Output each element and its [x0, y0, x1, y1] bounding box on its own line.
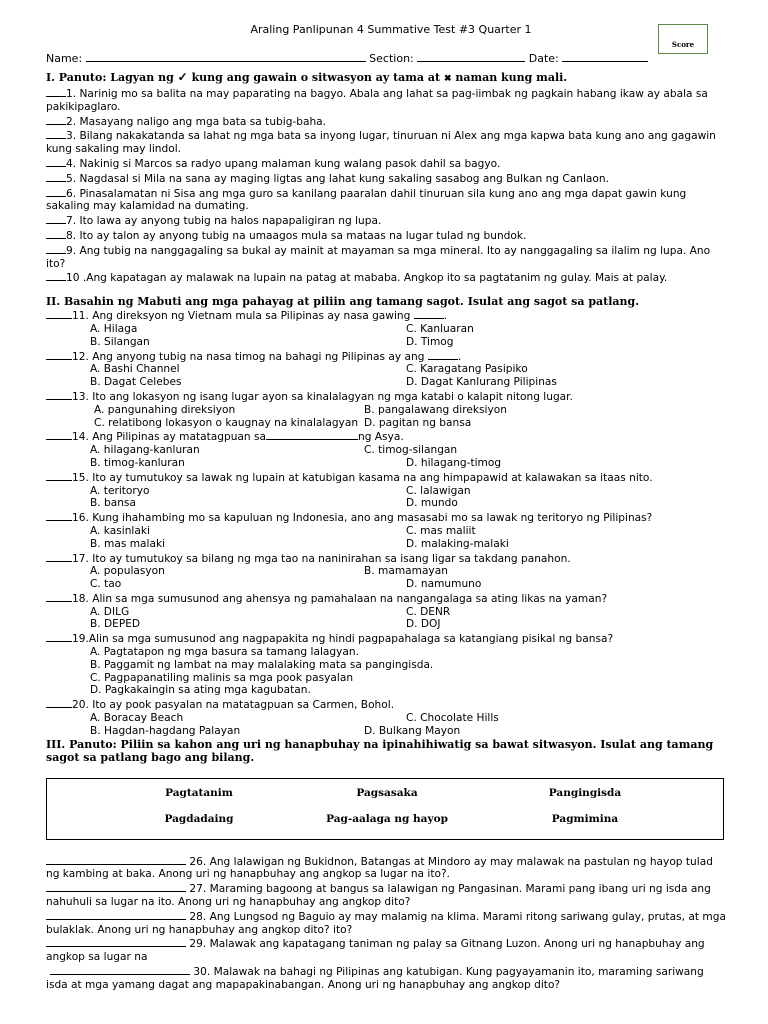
student-info-row [46, 51, 726, 65]
question-17: 17. Ito ay tumutukoy sa bilang ng mga tao na naninirahan sa isang ligar sa takdang panahon. [46, 551, 726, 566]
answer-blank[interactable] [46, 308, 72, 319]
inline-blank [428, 349, 458, 360]
answer-blank[interactable] [46, 936, 186, 947]
answer-blank[interactable] [46, 429, 72, 440]
option-c[interactable]: C. mas maliit [406, 524, 476, 537]
options-row [46, 485, 726, 498]
option-c[interactable]: C. relatibong lokasyon o kaugnay na kinalalagyan [94, 416, 359, 429]
answer-blank[interactable] [46, 631, 72, 642]
answer-blank[interactable] [46, 697, 72, 708]
answer-blank[interactable] [46, 591, 72, 602]
choice-pag-aalaga: Pag-aalaga ng hayop [326, 812, 448, 825]
date-label: Date: [528, 52, 559, 65]
part1-heading: I. Panuto: Lagyan ng ✓ kung ang gawain o sitwasyon ay tama at ✖ naman kung mali. [46, 70, 568, 84]
answer-blank[interactable] [46, 171, 66, 182]
part1-item: 1. Narinig mo sa balita na may paparating na bagyo. Abala ang lahat sa pag-iimbak ng pagkain habang ikaw ay abala sa pakikipaglaro. [46, 88, 708, 113]
answer-blank[interactable] [46, 86, 66, 97]
question-19: 19.Alin sa mga sumusunod ang nagpapakita ng hindi pagpapahalaga sa katangiang pisikal ng bansa? [46, 631, 726, 646]
name-label: Name: [46, 52, 83, 65]
choice-pangingisda: Pangingisda [548, 786, 622, 799]
options-row [46, 578, 726, 591]
option-d[interactable]: D. Bulkang Mayon [364, 724, 461, 737]
option-a[interactable]: A. populasyon [90, 565, 165, 578]
options-row [46, 618, 726, 631]
options-row [46, 444, 726, 457]
score-label: Score [671, 40, 695, 49]
answer-blank[interactable] [50, 964, 190, 975]
question-20: 20. Ito ay pook pasyalan na matatagpuan sa Carmen, Bohol. [46, 697, 726, 712]
answer-blank[interactable] [46, 551, 72, 562]
choice-pagdadaing: Pagdadaing [164, 812, 234, 825]
option-a[interactable]: A. pangunahing direksiyon [94, 403, 236, 416]
option-a[interactable]: A. hilagang-kanluran [90, 444, 200, 457]
part3-item: 26. Ang lalawigan ng Bukidnon, Batangas at Mindoro ay may malawak na pastulan ng hayop tulad ng kambing at baka. Anong uri ng hanapbuhay ang angkop sa lugar na ito?. [46, 855, 713, 881]
options-row [46, 457, 726, 470]
options-row [46, 538, 726, 551]
option-a[interactable]: A. kasinlaki [90, 524, 150, 537]
option-b[interactable]: B. Hagdan-hagdang Palayan [90, 724, 241, 737]
check-icon: ✓ [177, 70, 188, 84]
part1-item: 4. Nakinig si Marcos sa radyo upang malaman kung walang pasok dahil sa bagyo. [46, 156, 726, 171]
part3-item: 30. Malawak na bahagi ng Pilipinas ang katubigan. Kung pagyayamanin ito, maraming sariwang isda at mga yamang dagat ang mapapakinabangan. Anong uri ng hanapbuhay ang angkop dito? [46, 966, 704, 991]
choice-pagmimina: Pagmimina [551, 812, 619, 825]
option-c[interactable]: C. lalawigan [406, 484, 471, 497]
option-c[interactable]: C. timog-silangan [364, 444, 458, 457]
option-b[interactable]: B. DEPED [90, 618, 141, 631]
options-row [46, 323, 726, 336]
options-row [46, 525, 726, 538]
part1-item: 8. Ito ay talon ay anyong tubig na umaagos mula sa mataas na lugar tulad ng bundok. [46, 228, 726, 243]
options-row [46, 497, 726, 510]
option-d[interactable]: D. pagitan ng bansa [364, 416, 472, 429]
option-a[interactable]: A. Boracay Beach [90, 712, 184, 725]
options-row [46, 417, 726, 430]
section-label: Section: [369, 52, 414, 65]
inline-blank [414, 308, 444, 319]
answer-blank[interactable] [46, 128, 66, 139]
part1-item: 3. Bilang nakakatanda sa lahat ng mga bata sa inyong lugar, tinuruan ni Alex ang mga kapwa bata kung ano ang gagawin kung sakaling may lindol. [46, 130, 716, 156]
inline-blank [266, 429, 358, 440]
part1-item: 7. Ito lawa ay anyong tubig na halos napapaligiran ng lupa. [46, 213, 726, 228]
part3-item: 29. Malawak ang kapatagang taniman ng palay sa Gitnang Luzon. Anong uri ng hanapbuhay ang angkop sa lugar na [46, 938, 705, 964]
options-row [46, 672, 726, 685]
option-c[interactable]: C. Karagatang Pasipiko [406, 363, 528, 376]
option-b[interactable]: B. timog-kanluran [90, 456, 185, 469]
option-c[interactable]: C. DENR [406, 605, 451, 618]
options-row [46, 646, 726, 659]
choice-pagsasaka: Pagsasaka [356, 786, 418, 799]
question-11: 11. Ang direksyon ng Vietnam mula sa Pilipinas ay nasa gawing . [46, 308, 726, 323]
part3-heading: III. Panuto: Piliin sa kahon ang uri ng hanapbuhay na ipinahihiwatig sa bawat sitwasyon. Isulat ang tamang sagot sa patlang bago ang bilang. [46, 737, 714, 764]
option-d[interactable]: D. namumuno [406, 578, 482, 591]
part2-heading: II. Basahin ng Mabuti ang mga pahayag at piliin ang tamang sagot. Isulat ang sagot sa patlang. [46, 295, 640, 309]
question-14: 14. Ang Pilipinas ay matatagpuan sa ng Asya. [46, 429, 726, 444]
options-row [46, 565, 726, 578]
date-field[interactable] [562, 51, 648, 62]
options-row [46, 684, 726, 697]
option-a[interactable]: A. teritoryo [90, 484, 150, 497]
option-b[interactable]: B. pangalawang direksiyon [364, 403, 507, 416]
options-row [46, 336, 726, 349]
section-field[interactable] [417, 51, 525, 62]
answer-blank[interactable] [46, 270, 66, 281]
option-c[interactable]: C. tao [90, 578, 122, 591]
test-page [46, 24, 726, 992]
question-13: 13. Ito ang lokasyon ng isang lugar ayon sa kinalalagyan ng mga katabi o kalapit nitong lugar. [46, 389, 726, 404]
answer-blank[interactable] [46, 114, 66, 125]
answer-blank[interactable] [46, 186, 66, 197]
option-a[interactable]: A. Pagtatapon ng mga basura sa tamang lalagyan. [90, 646, 359, 659]
option-b[interactable]: B. Dagat Celebes [90, 376, 182, 389]
answer-blank[interactable] [46, 881, 186, 892]
option-d[interactable]: D. hilagang-timog [406, 456, 502, 469]
question-16: 16. Kung ihahambing mo sa kapuluan ng Indonesia, ano ang masasabi mo sa lawak ng teritoryo ng Pilipinas? [46, 510, 726, 525]
option-b[interactable]: B. mamamayan [364, 565, 448, 578]
x-mark-icon: ✖ [443, 74, 452, 84]
option-b[interactable]: B. mas malaki [90, 537, 166, 550]
options-row [46, 659, 726, 672]
score-box [658, 24, 708, 54]
question-15: 15. Ito ay tumutukoy sa lawak ng lupain at katubigan kasama na ang himpapawid at kalawakan sa itaas nito. [46, 470, 726, 485]
option-c[interactable]: C. Chocolate Hills [406, 712, 499, 725]
options-row [46, 606, 726, 619]
answer-blank[interactable] [46, 510, 72, 521]
option-a[interactable]: A. DILG [90, 605, 130, 618]
part3-item: 28. Ang Lungsod ng Baguio ay may malamig na klima. Marami ritong sariwang gulay, prutas, at mga bulaklak. Anong uri ng hanapbuhay ang angkop dito? ito? [46, 910, 726, 936]
option-d[interactable]: D. DOJ [406, 618, 441, 631]
answer-blank[interactable] [46, 909, 186, 920]
name-field[interactable] [86, 51, 366, 62]
part3-item: 27. Maraming bagoong at bangus sa lalawigan ng Pangasinan. Marami pang ibang uri ng isda ang nahuhuli sa lugar na ito. Anong uri ng hanapbuhay ang angkop dito? [46, 883, 711, 909]
answer-blank[interactable] [46, 243, 66, 254]
option-d[interactable]: D. malaking-malaki [406, 537, 509, 550]
part1-item: 5. Nagdasal si Mila na sana ay maging ligtas ang lahat kung sakaling sasabog ang Bulkan ng Canlaon. [46, 171, 726, 186]
option-c[interactable]: C. Kanluaran [406, 322, 474, 335]
option-b[interactable]: B. bansa [90, 497, 136, 510]
question-12: 12. Ang anyong tubig na nasa timog na bahagi ng Pilipinas ay ang . [46, 349, 726, 364]
choices-box [46, 778, 724, 840]
option-d[interactable]: D. Dagat Kanlurang Pilipinas [406, 376, 557, 389]
options-row [46, 404, 726, 417]
part1-item: 6. Pinasalamatan ni Sisa ang mga guro sa kanilang paaralan dahil tinuruan sila kung ano ang mga dapat gawin kung sakaling may kalamidad na dumating. [46, 187, 687, 213]
options-row [46, 712, 726, 725]
question-18: 18. Alin sa mga sumusunod ang ahensya ng pamahalaan na nangangalaga sa ating likas na yaman? [46, 591, 726, 606]
answer-blank[interactable] [46, 228, 66, 239]
answer-blank[interactable] [46, 470, 72, 481]
part1-item: 10 .Ang kapatagan ay malawak na lupain na patag at mababa. Angkop ito sa pagtatanim ng gulay. Mais at palay. [46, 270, 726, 285]
answer-blank[interactable] [46, 213, 66, 224]
answer-blank[interactable] [46, 389, 72, 400]
option-b[interactable]: B. Paggamit ng lambat na may malalaking mata sa pangingisda. [90, 658, 434, 671]
option-b[interactable]: B. Silangan [90, 335, 150, 348]
answer-blank[interactable] [46, 156, 66, 167]
choice-pagtatanim: Pagtatanim [165, 786, 233, 799]
answer-blank[interactable] [46, 349, 72, 360]
option-d[interactable]: D. Pagkakaingin sa ating mga kagubatan. [90, 684, 311, 697]
test-title: Araling Panlipunan 4 Summative Test #3 Quarter 1 [250, 23, 532, 36]
option-a[interactable]: A. Bashi Channel [90, 363, 180, 376]
options-row [46, 363, 726, 376]
option-c[interactable]: C. Pagpapanatiling malinis sa mga pook pasyalan [90, 671, 354, 684]
answer-blank[interactable] [46, 854, 186, 865]
options-row [46, 725, 726, 738]
option-a[interactable]: A. Hilaga [90, 322, 138, 335]
option-d[interactable]: D. Timog [406, 335, 454, 348]
part1-item: 2. Masayang naligo ang mga bata sa tubig-baha. [46, 114, 726, 129]
options-row [46, 376, 726, 389]
option-d[interactable]: D. mundo [406, 497, 458, 510]
part1-item: 9. Ang tubig na nanggagaling sa bukal ay mainit at mayaman sa mga mineral. Ito ay nanggagaling sa ilalim ng lupa. Ano ito? [46, 244, 711, 270]
